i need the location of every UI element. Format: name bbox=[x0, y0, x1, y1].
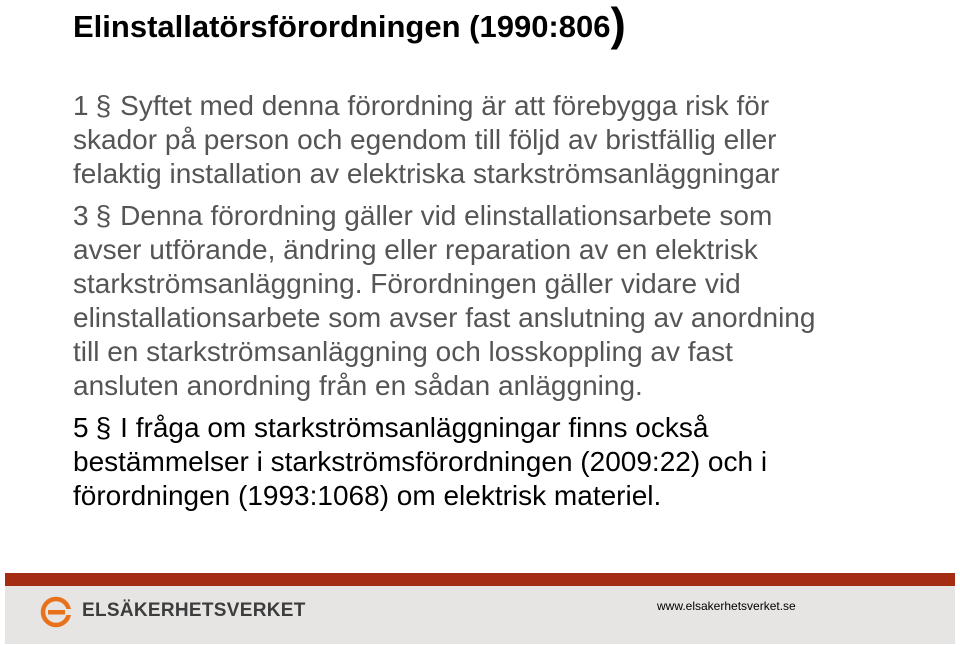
paragraph-text: I fråga om starkströmsanläggningar finns också bestämmelser i starkströmsförordningen (2009:22) och i förordningen (1993:1068) om elektrisk materiel. bbox=[73, 412, 768, 511]
slide-title-close-paren: ) bbox=[610, 0, 626, 50]
logo-wordmark: ELSÄKERHETSVERKET bbox=[82, 600, 306, 621]
paragraph-section-5 bbox=[73, 411, 943, 513]
slide-title bbox=[73, 2, 626, 49]
section-number: 5 bbox=[73, 412, 89, 443]
paragraph-section-3 bbox=[73, 199, 943, 403]
footer-website-link[interactable]: www.elsakerhetsverket.se bbox=[657, 599, 796, 613]
section-number: 1 bbox=[73, 90, 89, 121]
section-sign: § bbox=[95, 412, 112, 443]
paragraph-text: Syftet med denna förordning är att förebygga risk för skador på person och egendom till följd av bristfällig eller felaktig installation av elektriska starkströmsanläggningar bbox=[73, 90, 780, 189]
paragraph-section-1 bbox=[73, 89, 943, 191]
slide-body bbox=[73, 89, 943, 521]
elsakerhetsverket-logo-icon bbox=[40, 596, 72, 628]
section-sign: § bbox=[95, 200, 112, 231]
section-sign: § bbox=[95, 90, 112, 121]
section-number: 3 bbox=[73, 200, 89, 231]
paragraph-text: Denna förordning gäller vid elinstallationsarbete som avser utförande, ändring eller reparation av en elektrisk starkströmsanläggning. Förordningen gäller vidare vid elinstallationsarbete som avser fast anslutning av anordning till en starkströmsanläggning och losskoppling av fast ansluten anordning från en sådan anläggning. bbox=[73, 200, 816, 401]
slide-title-text: Elinstallatörsförordningen (1990:806 bbox=[73, 9, 611, 44]
footer-accent-bar bbox=[5, 573, 955, 586]
